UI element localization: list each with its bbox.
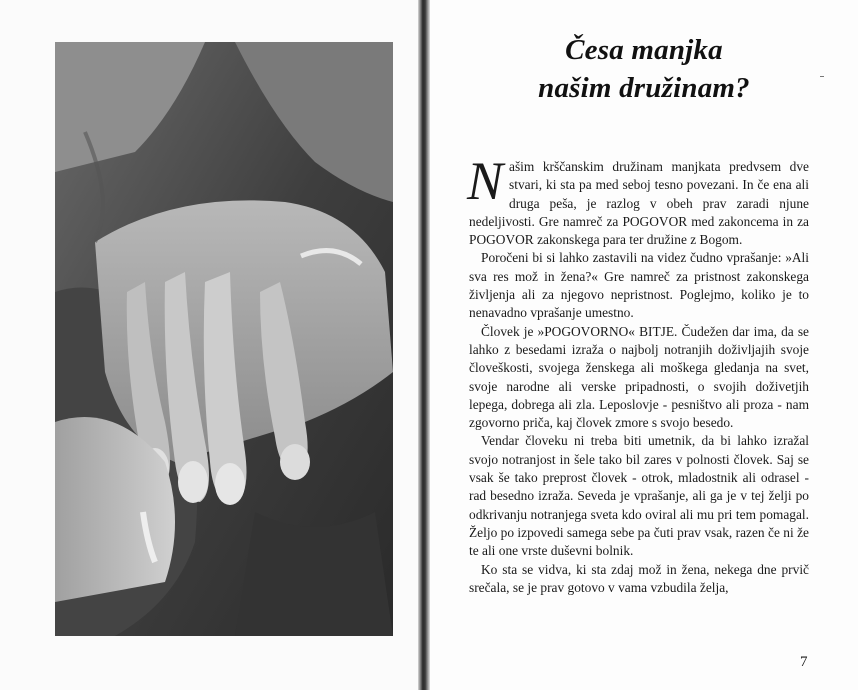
paragraph: Poročeni bi si lahko zastavili na videz čudno vprašanje: »Ali sva res mož in žena?« Gre namreč za pristnost zakonskega življenja ali za njegovo nepristnost. Poglejmo, koliko je to nenavadno vprašanje umestno. — [469, 250, 809, 321]
paragraph: Ko sta se vidva, ki sta zdaj mož in žena, nekega dne prvič srečala, se je prav gotovo v vama vzbudila želja, — [469, 561, 809, 595]
chapter-title-line2: našim družinam? — [538, 72, 750, 104]
book-gutter — [418, 0, 430, 690]
chapter-title-line1: Česa manjka — [565, 34, 723, 66]
drop-cap: N — [467, 151, 504, 211]
paragraph: Človek je »POGOVORNO« BITJE. Čudežen dar ima, da se lahko z besedami izraža o najbolj notranjih doživljajih svoje človeškosti, svojega ženskega ali moškega gledanja na svet, svoje narodne ali verske pripadnosti, o svojih doživetjih lepega, dobrega ali zla. Leposlovje - pesništvo ali proza - nam zgovorno priča, kaj človek zmore s svojo besedo. — [469, 323, 809, 431]
paragraph: Vendar človeku ni treba biti umetnik, da bi lahko izražal svojo notranjost in šele tako bil zares v polnosti človek. Saj se vsak še tako preprost človek - otrok, mladostnik ali odrasel - rad besedno izraža. Seveda je vprašanje, ali ga je v tej želji po odkrivanju notranjega sveta kdo oviral ali mu pri tem pomagal. Željo po izpovedi samega sebe pa čuti prav vsak, razen če ni že te ali one vrste duševni bolnik. — [469, 433, 809, 559]
hands-photo — [55, 42, 393, 636]
body-text — [467, 151, 809, 597]
paragraph: Našim krščanskim družinam manjkata predvsem dve stvari, ki sta pa med seboj tesno povezani. In če ena ali druga peša, je razlog v obeh prav zaradi njune nedeljivosti. Gre namreč za POGOVOR med zakoncema in za POGOVOR zakonskega para ter družine z Bogom. — [467, 151, 809, 248]
scan-mark — [820, 76, 824, 77]
page-number: 7 — [800, 654, 808, 670]
